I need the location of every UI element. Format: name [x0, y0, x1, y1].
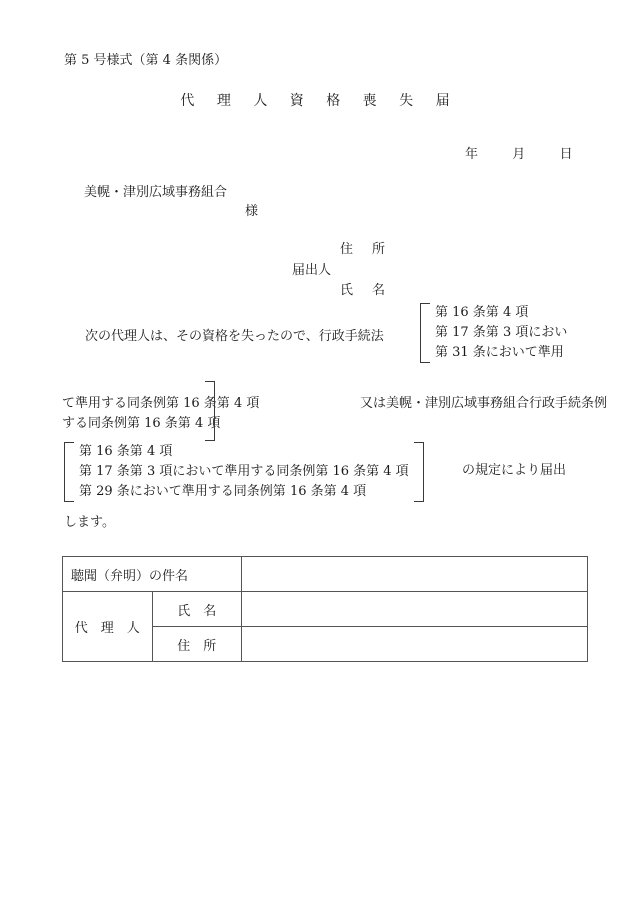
- body-closing-line: します。: [64, 515, 115, 530]
- addressee-organization: 美幌・津別広域事務組合: [84, 185, 228, 200]
- law-clause-lines-2: [62, 394, 259, 434]
- law-clause-group-3: [64, 442, 424, 502]
- agent-name-label-cell: 氏 名: [152, 592, 242, 627]
- body-line-2-tail: 又は美幌・津別広域事務組合行政手続条例: [360, 396, 608, 411]
- law-clause-line: 第 31 条において準用: [435, 345, 564, 360]
- right-bracket-icon: [414, 442, 424, 502]
- law-clause-lines-3: [79, 442, 409, 502]
- table-row: [63, 557, 588, 592]
- law-clause-group-2-bracket: [200, 381, 215, 441]
- form-table: [62, 556, 588, 662]
- form-number: 第 5 号様式（第 4 条関係）: [64, 53, 228, 68]
- date-year-label: 年: [465, 147, 479, 162]
- submitter-label: 届出人: [292, 263, 332, 278]
- subject-value-cell[interactable]: [242, 557, 588, 592]
- law-clause-line: 第 29 条において準用する同条例第 16 条第 4 項: [79, 484, 367, 499]
- law-clause-line: 第 16 条第 4 項: [435, 305, 529, 320]
- submitter-name-label: 氏 名: [340, 283, 389, 298]
- submitter-address-label: 住 所: [340, 242, 389, 257]
- table-row: [63, 592, 588, 627]
- law-clause-line: する同条例第 16 条第 4 項: [62, 416, 221, 431]
- left-bracket-icon: [64, 442, 74, 502]
- addressee-honorific: 様: [245, 204, 259, 219]
- right-bracket-icon: [205, 381, 215, 441]
- law-clause-line: 第 17 条第 3 項におい: [435, 325, 568, 340]
- law-clause-line: 第 16 条第 4 項: [79, 444, 173, 459]
- body-line-1: 次の代理人は、その資格を失ったので、行政手続法: [85, 329, 384, 344]
- agent-address-label-cell: 住 所: [152, 627, 242, 662]
- left-bracket-icon: [420, 303, 430, 363]
- page-title: 代 理 人 資 格 喪 失 届: [180, 93, 459, 109]
- date-month-label: 月: [512, 147, 526, 162]
- law-clause-group-1: [420, 303, 567, 363]
- agent-address-value-cell[interactable]: [242, 627, 588, 662]
- agent-name-value-cell[interactable]: [242, 592, 588, 627]
- body-line-3-tail: の規定により届出: [462, 463, 567, 478]
- law-clause-lines-1: [435, 303, 567, 363]
- date-line: [465, 146, 573, 165]
- subject-label-cell: 聴聞（弁明）の件名: [63, 557, 242, 592]
- date-day-label: 日: [559, 147, 573, 162]
- law-clause-line: 第 17 条第 3 項において準用する同条例第 16 条第 4 項: [79, 464, 409, 479]
- agent-label-cell: 代 理 人: [63, 592, 153, 662]
- law-clause-line: て準用する同条例第 16 条第 4 項: [62, 396, 260, 411]
